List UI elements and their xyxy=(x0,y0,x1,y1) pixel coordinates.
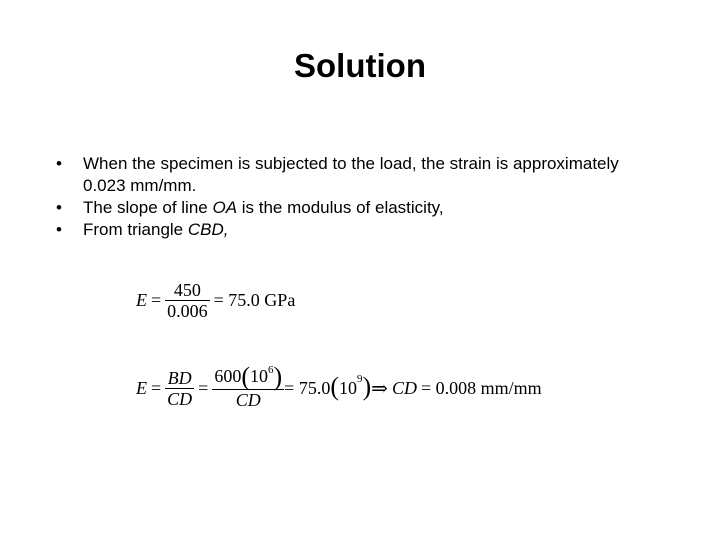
eq-equals: = xyxy=(151,290,162,310)
bullet-text-italic: OA xyxy=(212,198,238,217)
eq-lhs: E xyxy=(136,290,147,310)
eq-result: = 75.0 GPa xyxy=(213,290,296,310)
bullet-text: is the modulus of elasticity, xyxy=(237,198,444,217)
eq-lhs: E xyxy=(136,377,147,398)
eq-value: = 75.0 xyxy=(284,377,331,398)
eq-num-exponent: 6 xyxy=(268,364,274,376)
bullet-item xyxy=(56,219,656,241)
eq-num-coef: 600 xyxy=(214,366,242,386)
eq-paren-close: ) xyxy=(362,372,372,401)
bullet-text-italic: CBD, xyxy=(187,220,229,239)
bullet-marker: • xyxy=(56,198,62,217)
bullet-item xyxy=(56,153,656,197)
eq-denominator: CD xyxy=(212,389,284,410)
eq-base: 10 xyxy=(339,377,357,398)
eq-equals: = xyxy=(198,377,209,398)
equation-modulus xyxy=(136,280,295,321)
eq-paren-open: ( xyxy=(241,361,250,391)
bullet-marker: • xyxy=(56,154,62,173)
eq-numerator: BD xyxy=(167,367,192,388)
bullet-text: The slope of line xyxy=(83,198,213,217)
eq-fraction-600 xyxy=(212,361,284,410)
eq-paren-close: ) xyxy=(273,361,283,391)
equation-cd xyxy=(136,361,542,410)
bullet-item xyxy=(56,197,656,219)
slide-title: Solution xyxy=(294,47,426,84)
eq-numerator xyxy=(212,361,284,391)
eq-result-var: CD xyxy=(391,377,417,398)
eq-numerator: 450 xyxy=(173,280,201,300)
bullet-list xyxy=(56,153,656,241)
bullet-text: When the specimen is subjected to the load, the strain is approximately 0.023 mm/mm. xyxy=(83,154,619,195)
eq-exponent: 9 xyxy=(357,373,363,385)
eq-result: = 0.008 mm/mm xyxy=(420,377,542,398)
eq-fraction xyxy=(165,280,210,321)
bullet-marker: • xyxy=(56,220,62,239)
eq-denominator: 0.006 xyxy=(167,301,208,321)
eq-paren-open: ( xyxy=(330,372,339,401)
bullet-text: From triangle xyxy=(83,220,188,239)
implies-arrow-icon: ⇒ xyxy=(371,377,388,400)
eq-denominator: CD xyxy=(167,388,193,409)
eq-equals: = xyxy=(151,377,162,398)
eq-fraction-bd-cd xyxy=(165,368,194,409)
eq-num-base: 10 xyxy=(250,366,268,386)
